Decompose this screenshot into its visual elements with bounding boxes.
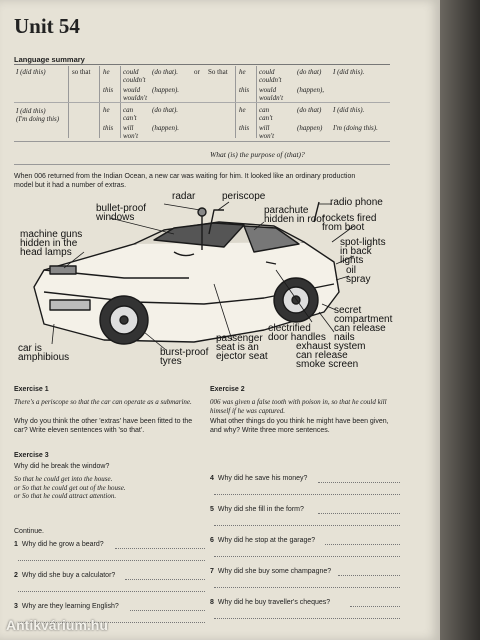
summary-modal: would wouldn't <box>123 86 148 102</box>
label-burst-proof-tyres: burst-proof tyres <box>160 347 209 367</box>
label-ejector-seat: passenger seat is an ejector seat <box>216 333 268 362</box>
label-electrified-handles: electrified door handles <box>268 323 326 343</box>
answer-line[interactable] <box>214 618 400 619</box>
summary-verb: (happen). <box>152 124 180 132</box>
answer-line[interactable] <box>125 579 205 580</box>
label-radio-phone: radio phone <box>330 197 383 208</box>
answer-line[interactable] <box>214 525 400 526</box>
summary-verb: (do that) <box>297 106 322 114</box>
section-rule <box>14 164 390 165</box>
exercise-2-heading: Exercise 2 <box>210 386 245 393</box>
summary-pron: he <box>103 106 110 114</box>
answer-line[interactable] <box>214 494 400 495</box>
exercise-3-question: Why did he break the window? <box>14 463 110 470</box>
summary-or: or <box>194 68 200 76</box>
question-7: 7 Why did she buy some champagne? <box>210 568 332 575</box>
label-bulletproof-windows: bullet-proof windows <box>96 203 147 223</box>
summary-modal: could couldn't <box>123 68 146 84</box>
summary-result: I (did this). <box>333 106 365 114</box>
summary-verb: (do that) <box>297 68 322 76</box>
answer-line[interactable] <box>318 513 400 514</box>
summary-top-rule <box>14 64 390 65</box>
answer-line[interactable] <box>130 610 205 611</box>
answer-line[interactable] <box>318 482 400 483</box>
answer-line[interactable] <box>325 544 400 545</box>
summary-pron: this <box>103 86 114 94</box>
language-summary-title: Language summary <box>14 55 85 64</box>
summary-result: I'm (doing this). <box>333 124 378 132</box>
summary-verb: (happen). <box>152 86 180 94</box>
summary-pron: this <box>103 124 114 132</box>
summary-modal: can can't <box>259 106 273 122</box>
summary-verb: (happen), <box>297 86 325 94</box>
summary-bottom-rule <box>14 141 390 142</box>
exercise-2-example: 006 was given a false tooth with poison in, so that he could kill himself if he was captured. <box>210 398 387 415</box>
summary-modal: can can't <box>123 106 137 122</box>
question-6: 6 Why did he stop at the garage? <box>210 537 316 544</box>
question-1: 1 Why did he grow a beard? <box>14 541 104 548</box>
summary-pron: he <box>239 106 246 114</box>
summary-pron: he <box>103 68 110 76</box>
label-parachute: parachute hidden in roof <box>264 205 325 225</box>
answer-line[interactable] <box>350 606 400 607</box>
summary-verb: (happen) <box>297 124 323 132</box>
exercise-2-instruction: What other things do you think he might have been given, and why? Write three more sentences. <box>210 418 389 434</box>
label-spotlights: spot-lights in back lights <box>340 237 386 266</box>
exercise-1-instruction: Why do you think the other 'extras' have been fitted to the car? Write eleven sentences with 'so that'. <box>14 418 193 434</box>
answer-line[interactable] <box>18 560 205 561</box>
summary-verb: (do that). <box>152 68 179 76</box>
label-oil-spray: oil spray <box>346 265 371 285</box>
summary-so-that-right: So that <box>208 68 228 76</box>
summary-result: I (did this). <box>333 68 365 76</box>
answer-line[interactable] <box>214 587 400 588</box>
answer-line[interactable] <box>18 591 205 592</box>
summary-pron: this <box>239 124 250 132</box>
answer-line[interactable] <box>338 575 400 576</box>
summary-subject-2: I (did this) (I'm doing this) <box>16 107 60 123</box>
label-radar: radar <box>172 191 196 202</box>
question-8: 8 Why did he buy traveller's cheques? <box>210 599 331 606</box>
watermark: Antikvárium.hu <box>6 617 108 633</box>
purpose-question: What (is) the purpose of (that)? <box>210 150 305 159</box>
exercise-3-continue: Continue. <box>14 528 44 535</box>
question-4: 4 Why did he save his money? <box>210 475 308 482</box>
answer-line[interactable] <box>115 548 205 549</box>
summary-pron: he <box>239 68 246 76</box>
label-periscope: periscope <box>222 191 266 202</box>
question-5: 5 Why did she fill in the form? <box>210 506 304 513</box>
label-secret-compartment: secret compartment can release nails <box>334 305 393 343</box>
summary-subject-1: I (did this) <box>16 68 46 76</box>
label-machine-guns: machine guns hidden in the head lamps <box>20 229 83 258</box>
summary-so-that: so that <box>72 68 91 76</box>
page-edge-shadow <box>440 0 480 640</box>
exercise-1-heading: Exercise 1 <box>14 386 49 393</box>
label-amphibious: car is amphibious <box>18 343 70 363</box>
answer-line[interactable] <box>214 556 400 557</box>
question-2: 2 Why did she buy a calculator? <box>14 572 116 579</box>
unit-title: Unit 54 <box>14 14 80 38</box>
label-exhaust-system: exhaust system can release smoke screen <box>296 341 366 370</box>
exercise-3-examples: So that he could get into the house. or So that he could get out of the house. or So that he could attract attention. <box>14 475 126 500</box>
summary-verb: (do that). <box>152 106 179 114</box>
exercise-1-example: There's a periscope so that the car can operate as a submarine. <box>14 398 192 406</box>
summary-pron: this <box>239 86 250 94</box>
summary-mid-rule <box>14 102 390 103</box>
summary-modal: will won't <box>123 124 139 140</box>
exercise-3-heading: Exercise 3 <box>14 452 49 459</box>
summary-modal: could couldn't <box>259 68 282 84</box>
summary-modal: would wouldn't <box>259 86 284 102</box>
intro-text: When 006 returned from the Indian Ocean, a new car was waiting for him. It looked like an ordinary production model but it had a number of extras. <box>14 173 356 189</box>
question-3: 3 Why are they learning English? <box>14 603 119 610</box>
label-rockets: rockets fired from boot <box>322 213 377 233</box>
summary-modal: will won't <box>259 124 275 140</box>
